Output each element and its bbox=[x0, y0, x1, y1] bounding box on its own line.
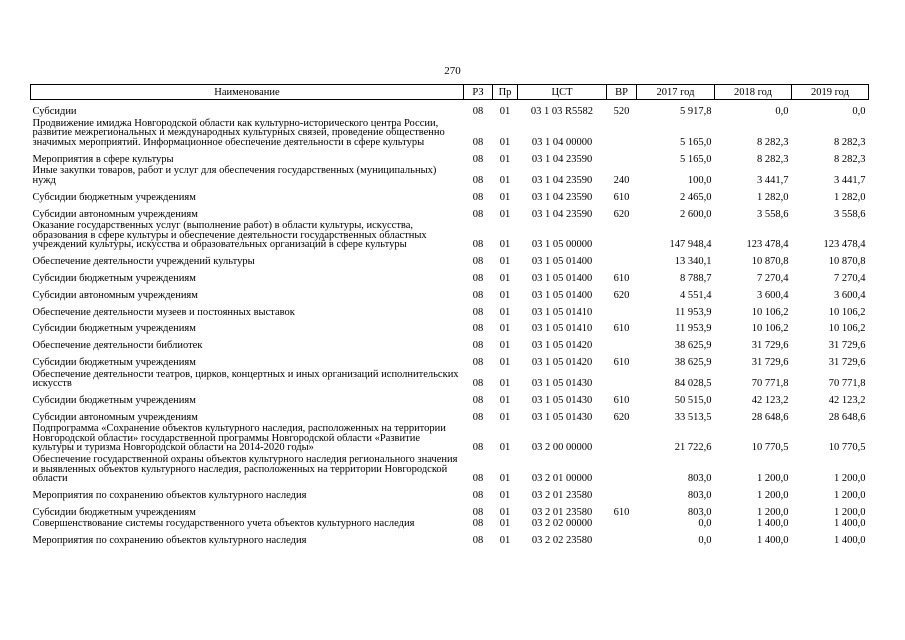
header-2019: 2019 год bbox=[792, 85, 869, 100]
row-2019: 10 106,2 bbox=[828, 323, 866, 335]
row-2018: 3 441,7 bbox=[757, 174, 789, 186]
row-vr bbox=[607, 453, 637, 484]
table-row bbox=[31, 517, 869, 529]
row-vr: 610 bbox=[613, 394, 630, 406]
table-row bbox=[31, 529, 869, 546]
row-pr: 01 bbox=[499, 442, 511, 454]
page-number: 270 bbox=[444, 65, 461, 77]
row-vr: 610 bbox=[613, 323, 630, 335]
row-name: Субсидии bbox=[32, 106, 77, 118]
row-rz: 08 bbox=[472, 506, 484, 518]
row-2017: 5 165,0 bbox=[680, 153, 712, 165]
row-vr bbox=[607, 117, 637, 148]
row-name: Субсидии бюджетным учреждениям bbox=[32, 323, 196, 335]
row-2018: 42 123,2 bbox=[751, 394, 789, 406]
row-rz: 08 bbox=[472, 289, 484, 301]
row-2019: 42 123,2 bbox=[828, 394, 866, 406]
table-row bbox=[31, 186, 869, 203]
row-cst: 03 1 05 01400 bbox=[531, 272, 593, 284]
row-rz: 08 bbox=[472, 535, 484, 547]
row-rz: 08 bbox=[472, 256, 484, 268]
table-row bbox=[31, 389, 869, 406]
row-vr bbox=[607, 334, 637, 351]
row-name: Субсидии бюджетным учреждениям bbox=[32, 356, 196, 368]
row-2017: 803,0 bbox=[687, 490, 712, 502]
row-2018: 8 282,3 bbox=[757, 153, 789, 165]
row-pr: 01 bbox=[499, 191, 511, 203]
row-vr: 620 bbox=[613, 411, 630, 423]
row-rz: 08 bbox=[472, 208, 484, 220]
row-name: Продвижение имиджа Новгородской области как культурно-исторического центра России, развитие межрегиональных и международных культурных связей, проведение общественно значимых мероприятий. Информационное обеспечение деятельности в сфере культуры bbox=[32, 117, 445, 148]
table-row bbox=[31, 117, 869, 148]
row-2019: 123 478,4 bbox=[823, 239, 866, 251]
row-name: Субсидии автономным учреждениям bbox=[32, 289, 198, 301]
row-2019: 1 200,0 bbox=[834, 490, 866, 502]
row-2017: 11 953,9 bbox=[675, 306, 712, 318]
row-name: Мероприятия по сохранению объектов культурного наследия bbox=[32, 535, 307, 547]
row-2019: 0,0 bbox=[852, 106, 866, 118]
row-pr: 01 bbox=[499, 506, 511, 518]
row-2018: 1 400,0 bbox=[757, 535, 789, 547]
row-2017: 100,0 bbox=[687, 174, 712, 186]
row-2019: 10 106,2 bbox=[828, 306, 866, 318]
row-rz: 08 bbox=[472, 518, 484, 530]
row-name: Оказание государственных услуг (выполнение работ) в области культуры, искусства, образования в сфере культуры и обеспечение деятельности государственных областных учреждений культуры, искусства и образовательных организаций в сфере культуры bbox=[32, 220, 427, 251]
row-name: Обеспечение государственной охраны объектов культурного наследия регионального значения и выявленных объектов культурного наследия, расположенных на территории Новгородской области bbox=[32, 454, 458, 485]
table-row bbox=[31, 368, 869, 389]
row-name: Обеспечение деятельности музеев и постоянных выставок bbox=[32, 306, 295, 318]
row-vr: 610 bbox=[613, 506, 630, 518]
row-2017: 803,0 bbox=[687, 473, 712, 485]
table-row bbox=[31, 284, 869, 301]
row-2019: 70 771,8 bbox=[828, 378, 866, 390]
row-name: Обеспечение деятельности театров, цирков, концертных и иных организаций исполнительских искусств bbox=[32, 368, 459, 390]
row-2019: 8 282,3 bbox=[834, 136, 866, 148]
row-pr: 01 bbox=[499, 490, 511, 502]
row-vr bbox=[607, 484, 637, 501]
row-rz: 08 bbox=[472, 239, 484, 251]
row-rz: 08 bbox=[472, 174, 484, 186]
row-pr: 01 bbox=[499, 174, 511, 186]
row-vr bbox=[607, 250, 637, 267]
row-pr: 01 bbox=[499, 256, 511, 268]
row-cst: 03 1 04 23590 bbox=[531, 174, 593, 186]
row-2019: 1 200,0 bbox=[834, 473, 866, 485]
row-vr: 610 bbox=[613, 356, 630, 368]
row-2017: 33 513,5 bbox=[674, 411, 712, 423]
row-cst: 03 1 04 23590 bbox=[531, 153, 593, 165]
row-2019: 1 400,0 bbox=[834, 518, 866, 530]
row-2017: 84 028,5 bbox=[674, 378, 712, 390]
table-row bbox=[31, 202, 869, 219]
row-2018: 10 106,2 bbox=[751, 323, 789, 335]
row-2018: 123 478,4 bbox=[746, 239, 789, 251]
header-rz: РЗ bbox=[464, 85, 493, 100]
row-name: Обеспечение деятельности библиотек bbox=[32, 340, 203, 352]
row-name: Иные закупки товаров, работ и услуг для обеспечения государственных (муниципальных) нужд bbox=[32, 165, 437, 186]
row-cst: 03 1 04 23590 bbox=[531, 208, 593, 220]
row-name: Субсидии автономным учреждениям bbox=[32, 208, 198, 220]
row-2017: 8 788,7 bbox=[680, 272, 712, 284]
row-vr: 610 bbox=[613, 191, 630, 203]
row-rz: 08 bbox=[472, 411, 484, 423]
row-2018: 3 558,6 bbox=[757, 208, 789, 220]
row-vr bbox=[607, 529, 637, 546]
table-row bbox=[31, 317, 869, 334]
row-name: Субсидии бюджетным учреждениям bbox=[32, 191, 196, 203]
row-name: Субсидии автономным учреждениям bbox=[32, 411, 198, 423]
table-row bbox=[31, 484, 869, 501]
row-cst: 03 2 01 23580 bbox=[531, 506, 593, 518]
row-2018: 10 106,2 bbox=[751, 306, 789, 318]
row-pr: 01 bbox=[499, 356, 511, 368]
header-cst: ЦСТ bbox=[518, 85, 607, 100]
row-2019: 7 270,4 bbox=[834, 272, 866, 284]
row-cst: 03 1 05 01430 bbox=[531, 378, 593, 390]
row-pr: 01 bbox=[499, 272, 511, 284]
row-2017: 803,0 bbox=[687, 506, 712, 518]
row-2018: 3 600,4 bbox=[757, 289, 789, 301]
row-2018: 31 729,6 bbox=[751, 356, 789, 368]
row-2018: 10 770,5 bbox=[751, 442, 789, 454]
row-2018: 0,0 bbox=[775, 106, 789, 118]
row-2019: 1 282,0 bbox=[834, 191, 866, 203]
table-row bbox=[31, 334, 869, 351]
row-pr: 01 bbox=[499, 394, 511, 406]
row-rz: 08 bbox=[472, 394, 484, 406]
row-name: Субсидии бюджетным учреждениям bbox=[32, 272, 196, 284]
row-2018: 1 282,0 bbox=[757, 191, 789, 203]
row-vr bbox=[607, 368, 637, 389]
table-row bbox=[31, 351, 869, 368]
table-row bbox=[31, 406, 869, 423]
table-header bbox=[31, 85, 869, 100]
row-2019: 8 282,3 bbox=[834, 153, 866, 165]
header-pr: Пр bbox=[493, 85, 518, 100]
row-2017: 2 465,0 bbox=[680, 191, 712, 203]
row-pr: 01 bbox=[499, 518, 511, 530]
table-row bbox=[31, 453, 869, 484]
row-pr: 01 bbox=[499, 106, 511, 118]
row-2017: 5 165,0 bbox=[680, 136, 712, 148]
row-cst: 03 1 05 01410 bbox=[531, 306, 593, 318]
row-pr: 01 bbox=[499, 136, 511, 148]
table-row bbox=[31, 300, 869, 317]
row-2017: 4 551,4 bbox=[680, 289, 712, 301]
row-cst: 03 1 04 23590 bbox=[531, 191, 593, 203]
table-row bbox=[31, 501, 869, 518]
row-cst: 03 1 05 01410 bbox=[531, 323, 593, 335]
row-name: Субсидии бюджетным учреждениям bbox=[32, 394, 196, 406]
row-2018: 1 200,0 bbox=[757, 490, 789, 502]
row-pr: 01 bbox=[499, 306, 511, 318]
row-rz: 08 bbox=[472, 378, 484, 390]
row-pr: 01 bbox=[499, 323, 511, 335]
row-rz: 08 bbox=[472, 356, 484, 368]
row-pr: 01 bbox=[499, 153, 511, 165]
row-name: Обеспечение деятельности учреждений культуры bbox=[32, 256, 255, 268]
row-2018: 1 400,0 bbox=[757, 518, 789, 530]
table-row bbox=[31, 250, 869, 267]
row-pr: 01 bbox=[499, 535, 511, 547]
row-2018: 31 729,6 bbox=[751, 340, 789, 352]
row-cst: 03 2 00 00000 bbox=[531, 442, 593, 454]
row-vr bbox=[607, 300, 637, 317]
table-row bbox=[31, 422, 869, 453]
row-rz: 08 bbox=[472, 442, 484, 454]
row-2017: 13 340,1 bbox=[674, 256, 712, 268]
row-2017: 21 722,6 bbox=[674, 442, 712, 454]
row-pr: 01 bbox=[499, 208, 511, 220]
header-2018: 2018 год bbox=[715, 85, 792, 100]
row-pr: 01 bbox=[499, 378, 511, 390]
row-2017: 50 515,0 bbox=[674, 394, 712, 406]
row-name: Совершенствование системы государственного учета объектов культурного наследия bbox=[32, 518, 415, 530]
row-vr bbox=[607, 148, 637, 165]
row-vr: 620 bbox=[613, 289, 630, 301]
row-rz: 08 bbox=[472, 106, 484, 118]
row-cst: 03 2 02 00000 bbox=[531, 518, 593, 530]
table-body bbox=[31, 100, 869, 546]
table-row bbox=[31, 219, 869, 250]
row-name: Подпрограмма «Сохранение объектов культурного наследия, расположенных на территории Новгородской области» государственной программы Новгородской области «Развитие культуры и туризма Новгородской области на 2014-2020 годы» bbox=[32, 423, 446, 454]
row-cst: 03 1 05 01430 bbox=[531, 411, 593, 423]
row-cst: 03 1 05 01400 bbox=[531, 256, 593, 268]
row-2019: 1 400,0 bbox=[834, 535, 866, 547]
row-2017: 2 600,0 bbox=[680, 208, 712, 220]
row-2019: 3 600,4 bbox=[834, 289, 866, 301]
row-rz: 08 bbox=[472, 136, 484, 148]
row-rz: 08 bbox=[472, 153, 484, 165]
row-vr bbox=[607, 422, 637, 453]
row-rz: 08 bbox=[472, 473, 484, 485]
table-row bbox=[31, 164, 869, 185]
row-rz: 08 bbox=[472, 191, 484, 203]
row-2019: 28 648,6 bbox=[828, 411, 866, 423]
row-cst: 03 1 05 00000 bbox=[531, 239, 593, 251]
row-cst: 03 2 01 23580 bbox=[531, 490, 593, 502]
row-pr: 01 bbox=[499, 411, 511, 423]
row-cst: 03 1 05 01420 bbox=[531, 340, 593, 352]
row-pr: 01 bbox=[499, 340, 511, 352]
budget-table bbox=[30, 84, 869, 546]
row-2017: 0,0 bbox=[698, 535, 712, 547]
row-cst: 03 1 03 R5582 bbox=[530, 106, 594, 118]
header-2017: 2017 год bbox=[637, 85, 715, 100]
row-2019: 3 441,7 bbox=[834, 174, 866, 186]
row-name: Мероприятия в сфере культуры bbox=[32, 153, 174, 165]
row-vr bbox=[607, 219, 637, 250]
row-2017: 38 625,9 bbox=[674, 356, 712, 368]
row-2017: 11 953,9 bbox=[675, 323, 712, 335]
row-cst: 03 2 02 23580 bbox=[531, 535, 593, 547]
row-2018: 7 270,4 bbox=[757, 272, 789, 284]
header-name: Наименование bbox=[31, 85, 464, 100]
header-vr: ВР bbox=[607, 85, 637, 100]
row-cst: 03 2 01 00000 bbox=[531, 473, 593, 485]
row-rz: 08 bbox=[472, 306, 484, 318]
table-row bbox=[31, 100, 869, 117]
row-pr: 01 bbox=[499, 239, 511, 251]
row-pr: 01 bbox=[499, 473, 511, 485]
row-cst: 03 1 05 01420 bbox=[531, 356, 593, 368]
row-rz: 08 bbox=[472, 490, 484, 502]
row-2018: 10 870,8 bbox=[751, 256, 789, 268]
row-2017: 38 625,9 bbox=[674, 340, 712, 352]
row-2018: 28 648,6 bbox=[751, 411, 789, 423]
row-vr: 610 bbox=[613, 272, 630, 284]
row-2018: 8 282,3 bbox=[757, 136, 789, 148]
row-2017: 147 948,4 bbox=[669, 239, 712, 251]
row-2018: 1 200,0 bbox=[757, 506, 789, 518]
row-cst: 03 1 05 01430 bbox=[531, 394, 593, 406]
row-2017: 0,0 bbox=[698, 518, 712, 530]
row-2019: 1 200,0 bbox=[834, 506, 866, 518]
row-2019: 31 729,6 bbox=[828, 356, 866, 368]
row-cst: 03 1 04 00000 bbox=[531, 136, 593, 148]
row-2019: 10 770,5 bbox=[828, 442, 866, 454]
row-pr: 01 bbox=[499, 289, 511, 301]
row-name: Мероприятия по сохранению объектов культурного наследия bbox=[32, 490, 307, 502]
row-2018: 70 771,8 bbox=[751, 378, 789, 390]
row-rz: 08 bbox=[472, 340, 484, 352]
row-2019: 10 870,8 bbox=[828, 256, 866, 268]
row-vr: 520 bbox=[613, 106, 630, 118]
row-name: Субсидии бюджетным учреждениям bbox=[32, 506, 196, 518]
row-2017: 5 917,8 bbox=[680, 106, 712, 118]
row-cst: 03 1 05 01400 bbox=[531, 289, 593, 301]
row-2019: 31 729,6 bbox=[828, 340, 866, 352]
table-row bbox=[31, 267, 869, 284]
row-2018: 1 200,0 bbox=[757, 473, 789, 485]
row-vr bbox=[607, 517, 637, 529]
row-2019: 3 558,6 bbox=[834, 208, 866, 220]
row-rz: 08 bbox=[472, 272, 484, 284]
row-rz: 08 bbox=[472, 323, 484, 335]
table-row bbox=[31, 148, 869, 165]
row-vr: 240 bbox=[613, 174, 630, 186]
row-vr: 620 bbox=[613, 208, 630, 220]
